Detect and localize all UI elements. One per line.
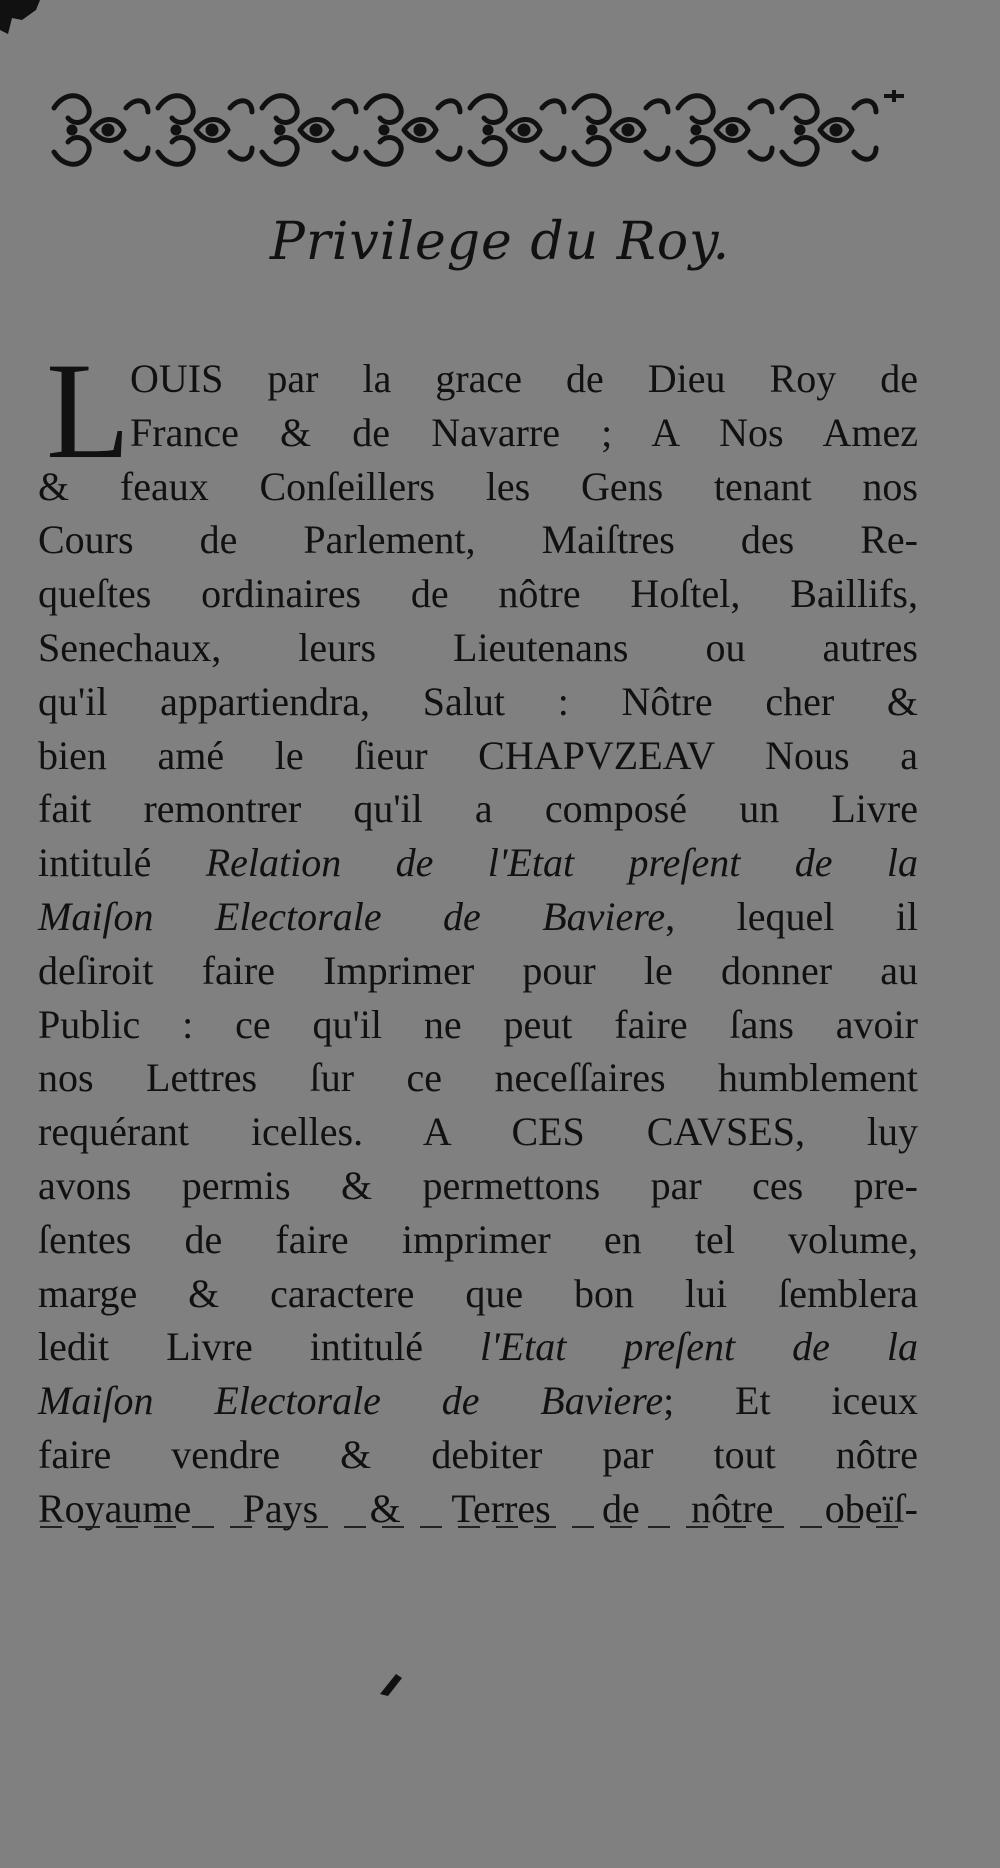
- text-line: [38, 460, 918, 514]
- text-run: marge & caractere que bon lui ſemblera: [38, 1270, 918, 1316]
- text-run: deſiroit faire Imprimer pour le donner au: [38, 947, 918, 993]
- text-line: [38, 1213, 918, 1267]
- privilege-text: [38, 334, 919, 1536]
- text-run: intitulé: [38, 840, 206, 886]
- text-run: Public : ce qu'il ne peut faire ſans avoir: [38, 1001, 918, 1047]
- text-line: [38, 1051, 918, 1105]
- text-line: [38, 1267, 918, 1321]
- italic-text: Maiſon Electorale de Baviere: [38, 1378, 664, 1424]
- text-run: nos Lettres ſur ce neceſſaires humblement: [38, 1055, 918, 1101]
- text-line: [38, 890, 918, 944]
- italic-text: Maiſon Electorale de Baviere: [38, 893, 666, 939]
- italic-text: Relation de l'Etat preſent de la: [205, 840, 918, 886]
- text-run: & feaux Conſeillers les Gens tenant nos: [38, 463, 918, 509]
- text-line: [38, 1428, 918, 1482]
- text-run: Cours de Parlement, Maiſtres des Re-: [38, 517, 918, 563]
- text-line: [38, 621, 918, 675]
- text-run: faire vendre & debiter par tout nôtre: [38, 1431, 918, 1477]
- text-run: fait remontrer qu'il a composé un Livre: [38, 786, 918, 832]
- text-run: requérant icelles. A CES CAVSES, luy: [38, 1109, 918, 1155]
- bottom-rule: [40, 1522, 900, 1532]
- text-run: Royaume Pays & Terres de nôtre obeïſ-: [38, 1485, 918, 1531]
- text-line: [38, 836, 918, 890]
- text-line: [38, 782, 918, 836]
- text-run: Senechaux, leurs Lieutenans ou autres: [38, 624, 918, 670]
- text-run: OUIS par la grace de Dieu Roy de: [130, 356, 918, 401]
- text-run: ledit Livre intitulé: [38, 1324, 481, 1370]
- text-run: queſtes ordinaires de nôtre Hoſtel, Baillifs,: [38, 571, 918, 617]
- text-line: [38, 1320, 918, 1374]
- text-run: ; Et iceux: [663, 1378, 919, 1424]
- page-title: Privilege du Roy.: [269, 212, 731, 272]
- drop-cap-initial: L: [46, 334, 131, 487]
- text-line: [38, 675, 918, 729]
- ornament-headband: [48, 88, 910, 172]
- text-line: [38, 513, 918, 567]
- text-line: [38, 1159, 918, 1213]
- text-run: , lequel il: [665, 893, 918, 939]
- text-line: [38, 998, 918, 1052]
- text-line: [38, 352, 918, 406]
- text-line: [38, 944, 918, 998]
- text-run: bien amé le ſieur CHAPVZEAV Nous a: [38, 732, 918, 778]
- text-line: [38, 406, 918, 460]
- text-line: [38, 729, 918, 783]
- text-line: [38, 567, 918, 621]
- italic-text: l'Etat preſent de la: [480, 1324, 918, 1370]
- text-run: avons permis & permettons par ces pre-: [38, 1162, 918, 1208]
- text-line: [38, 1105, 918, 1159]
- text-run: qu'il appartiendra, Salut : Nôtre cher &: [38, 678, 918, 724]
- text-line: [38, 1374, 918, 1428]
- text-run: ſentes de faire imprimer en tel volume,: [38, 1216, 918, 1262]
- ink-speck-top-left: [0, 0, 40, 40]
- ink-speck-bottom: [376, 1668, 406, 1698]
- text-run: France & de Navarre ; A Nos Amez: [130, 409, 918, 455]
